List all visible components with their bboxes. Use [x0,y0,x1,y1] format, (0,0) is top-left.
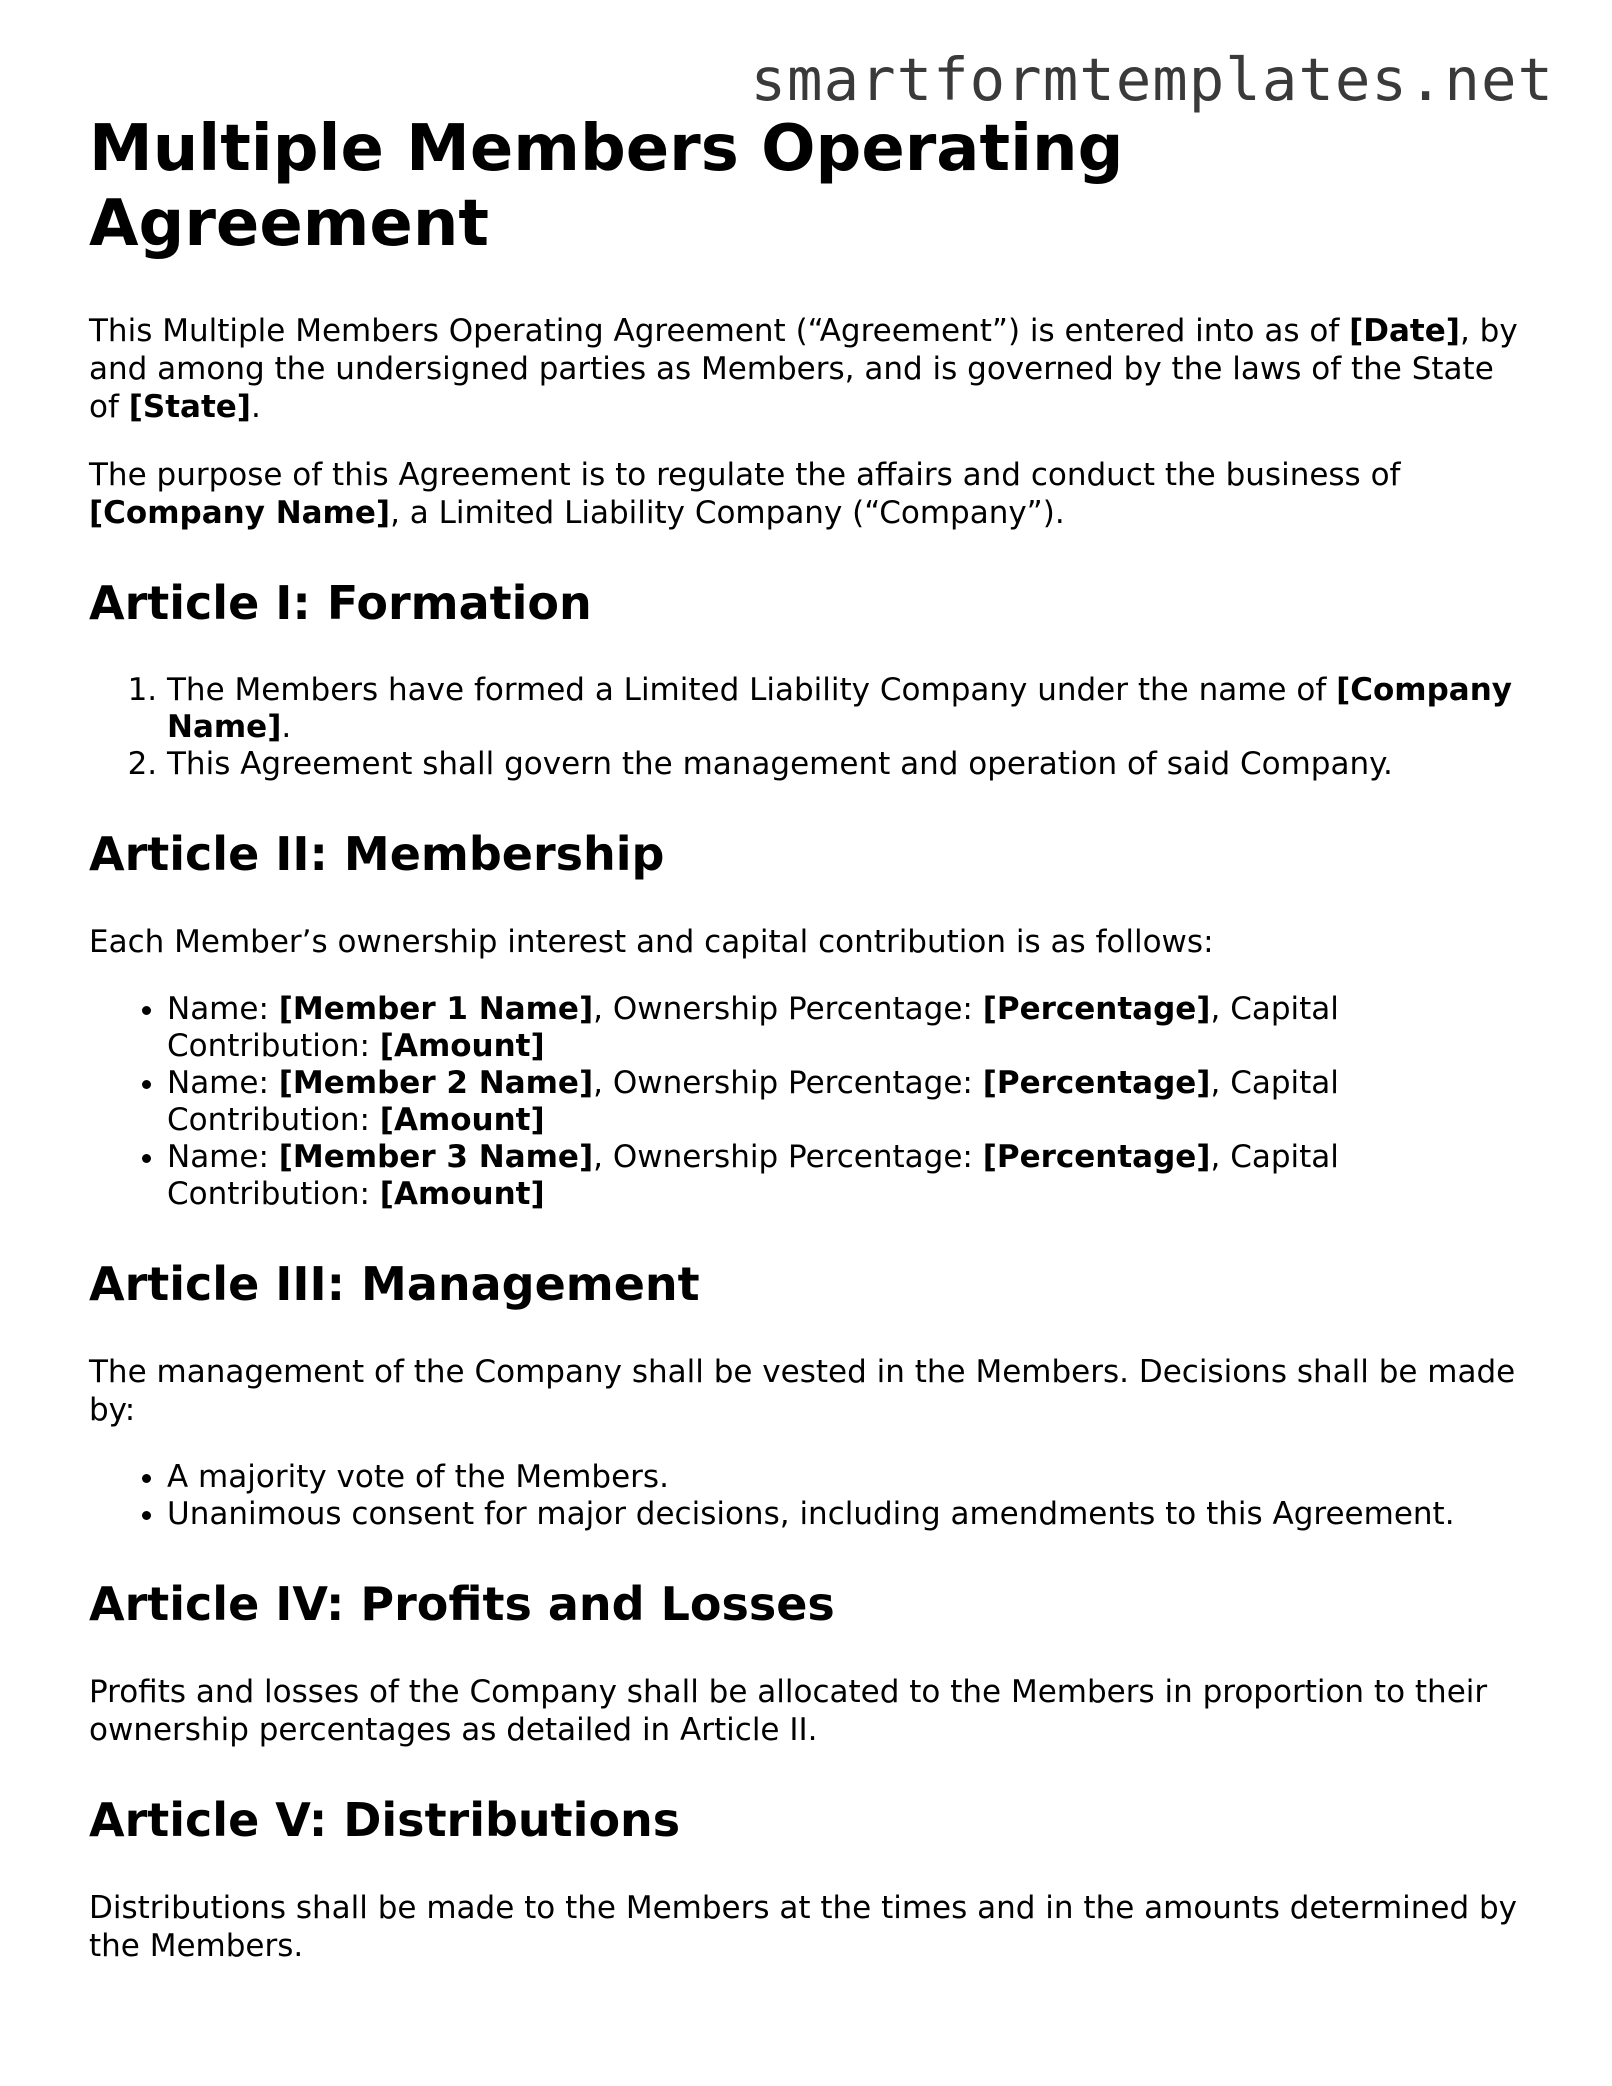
intro-text: This Multiple Members Operating Agreement (“Agreement”) is entered into as of [89,313,1350,349]
amount-placeholder: [Amount] [379,1176,545,1212]
company-name-placeholder: [Company Name] [167,672,1512,745]
capital-label: , Capital Contribution: [167,991,1339,1064]
intro-text: . [250,389,261,425]
article-2-heading: Article II: Membership [89,827,665,881]
intro-paragraph-2 [89,456,1529,532]
intro-text: , by and among the undersigned parties as Members, and is governed by the laws of the State of [89,313,1518,425]
member-name-placeholder: [Member 1 Name] [278,991,594,1027]
capital-label: , Capital Contribution: [167,1139,1339,1212]
intro-text: , a Limited Liability Company (“Company”). [390,495,1065,531]
percentage-label: , Ownership Percentage: [593,1139,983,1175]
management-list [89,1459,1529,1533]
article-2-intro: Each Member’s ownership interest and capital contribution is as follows: [89,924,1214,960]
article-3-heading: Article III: Management [89,1257,700,1311]
article-1-heading: Article I: Formation [89,576,592,630]
member-list-item [167,991,1529,1065]
member-list-item [167,1139,1529,1213]
list-item [167,672,1529,746]
list-item: • A majority vote of the Members. [167,1459,1529,1496]
list-item: • Unanimous consent for major decisions, including amendments to this Agreement. [167,1496,1529,1533]
watermark-text: smartformtemplates.net [750,45,1554,114]
article-5-heading: Article V: Distributions [89,1793,681,1847]
document-body [89,112,1529,1995]
article-4-body: Profits and losses of the Company shall be allocated to the Members in proportion to their ownership percentages as detailed in Article II. [89,1674,1488,1748]
percentage-label: , Ownership Percentage: [593,991,983,1027]
member-name-placeholder: [Member 3 Name] [278,1139,594,1175]
member-list [89,991,1529,1213]
percentage-placeholder: [Percentage] [982,1139,1211,1175]
percentage-placeholder: [Percentage] [982,1065,1211,1101]
member-name-placeholder: [Member 2 Name] [278,1065,594,1101]
state-placeholder: [State] [128,389,251,425]
intro-text: The purpose of this Agreement is to regulate the affairs and conduct the business of [89,457,1401,493]
article-4-heading: Article IV: Profits and Losses [89,1577,835,1631]
item-text: The Members have formed a Limited Liability Company under the name of [167,672,1337,708]
amount-placeholder: [Amount] [379,1102,545,1138]
article-3-intro: The management of the Company shall be vested in the Members. Decisions shall be made by: [89,1354,1516,1428]
capital-label: , Capital Contribution: [167,1065,1339,1138]
date-placeholder: [Date] [1349,313,1460,349]
company-name-placeholder: [Company Name] [89,495,391,531]
name-label: Name: [167,1065,279,1101]
member-list-item [167,1065,1529,1139]
percentage-placeholder: [Percentage] [982,991,1211,1027]
article-5-body: Distributions shall be made to the Members at the times and in the amounts determined by the Members. [89,1890,1518,1964]
name-label: Name: [167,1139,279,1175]
percentage-label: , Ownership Percentage: [593,1065,983,1101]
list-item: 2. This Agreement shall govern the management and operation of said Company. [167,746,1529,783]
article-1-list [89,672,1529,783]
document-title: Multiple Members Operating Agreement [89,112,1124,261]
amount-placeholder: [Amount] [379,1028,545,1064]
intro-paragraph-1 [89,312,1529,426]
item-text: . [281,709,292,745]
name-label: Name: [167,991,279,1027]
